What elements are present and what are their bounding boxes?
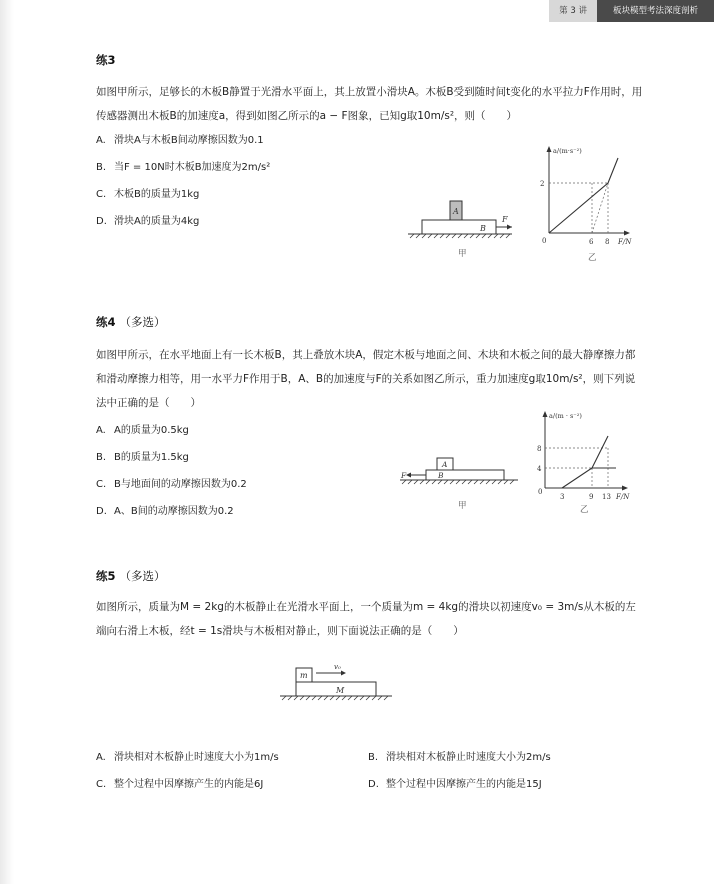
board-b-label: B <box>480 224 486 233</box>
exercise-4-figure-jia <box>392 452 524 516</box>
exercise-5-option-a[interactable]: A. 滑块相对木板静止时速度大小为1m/s <box>96 752 279 763</box>
lecture-number: 第 3 讲 <box>549 0 597 22</box>
exercise-5-option-b[interactable]: B. 滑块相对木板静止时速度大小为2m/s <box>368 752 551 763</box>
origin-label: 0 <box>542 237 547 245</box>
block-a-label: A <box>453 207 459 216</box>
figure-caption-yi: 乙 <box>588 253 597 263</box>
velocity-label: v₀ <box>334 663 341 671</box>
board-b-label: B <box>438 471 444 480</box>
exercise-3-option-d[interactable]: D. 滑块A的质量为4kg <box>96 216 200 227</box>
x-tick-3: 3 <box>560 493 565 501</box>
exercise-3-option-b[interactable]: B. 当F = 10N时木板B加速度为2m/s² <box>96 162 271 173</box>
exercise-4-title: 练4 （多选） <box>96 315 166 329</box>
y-tick-8: 8 <box>537 445 542 453</box>
exercise-3-title: 练3 <box>96 53 116 67</box>
force-label: F <box>502 215 508 224</box>
lecture-topic: 板块模型考法深度剖析 <box>597 0 714 22</box>
exercise-5-option-d[interactable]: D. 整个过程中因摩擦产生的内能是15J <box>368 779 542 790</box>
x-tick-6: 6 <box>589 238 594 246</box>
x-tick-9: 9 <box>589 493 594 501</box>
page-header <box>549 0 714 22</box>
x-tick-13: 13 <box>602 493 611 501</box>
exercise-5-title: 练5 （多选） <box>96 569 166 583</box>
exercise-3-option-a[interactable]: A. 滑块A与木板B间动摩擦因数为0.1 <box>96 135 264 146</box>
exercise-5-figure <box>276 660 400 708</box>
graph-line-b <box>562 436 608 488</box>
ground-hatching <box>282 696 388 700</box>
exercise-4-option-c[interactable]: C. B与地面间的动摩擦因数为0.2 <box>96 479 247 490</box>
x-tick-8: 8 <box>605 238 610 246</box>
block-a-label: A <box>442 460 448 469</box>
y-axis-label: a/(m · s⁻²) <box>549 412 582 420</box>
exercise-5-stem: 如图所示，质量为M = 2kg的木板静止在光滑水平面上，一个质量为m = 4kg的滑块以初速度v₀ = 3m/s从木板的左端向右滑上木板，经t = 1s滑块与木板相对静止，则下面说法正确的是（ ） <box>96 601 636 637</box>
exercise-3-stem: 如图甲所示，足够长的木板B静置于光滑水平面上，其上放置小滑块A。木板B受到随时间t变化的水平拉力F作用时，用传感器测出木板B的加速度a，得到如图乙所示的a − F图象，已知g取10m/s²，则（ ） <box>96 86 643 122</box>
exercise-4-figure-yi <box>530 408 640 518</box>
exercise-3-figure-jia <box>400 190 530 262</box>
x-axis-label: F/N <box>618 238 632 246</box>
exercise-5-option-c[interactable]: C. 整个过程中因摩擦产生的内能是6J <box>96 779 264 790</box>
ground-hatching <box>402 480 514 484</box>
y-tick-4: 4 <box>537 465 542 473</box>
ground-hatching <box>410 234 510 238</box>
page-edge <box>0 0 14 884</box>
exercise-4-option-a[interactable]: A. A的质量为0.5kg <box>96 425 189 436</box>
x-axis-label: F/N <box>616 493 630 501</box>
exercise-4-option-d[interactable]: D. A、B间的动摩擦因数为0.2 <box>96 506 234 517</box>
origin-label: 0 <box>538 488 543 496</box>
y-tick-2: 2 <box>540 180 545 188</box>
exercise-4-option-b[interactable]: B. B的质量为1.5kg <box>96 452 189 463</box>
board-m-label: M <box>336 686 345 695</box>
figure-caption-jia: 甲 <box>458 249 467 259</box>
y-axis-label: a/(m·s⁻²) <box>553 147 582 155</box>
block-m-label: m <box>300 671 308 680</box>
figure-caption-jia: 甲 <box>458 501 467 511</box>
exercise-4-stem: 如图甲所示，在水平地面上有一长木板B，其上叠放木块A，假定木板与地面之间、木块和木板之间的最大静摩擦力都和滑动摩擦力相等，用一水平力F作用于B，A、B的加速度与F的关系如图乙所示，重力加速度g取10m/s²，则下列说法中正确的是（ ） <box>96 349 636 409</box>
exercise-3-figure-yi <box>536 143 646 265</box>
exercise-3-option-c[interactable]: C. 木板B的质量为1kg <box>96 189 200 200</box>
force-label: F <box>401 471 407 480</box>
figure-caption-yi: 乙 <box>580 505 589 515</box>
